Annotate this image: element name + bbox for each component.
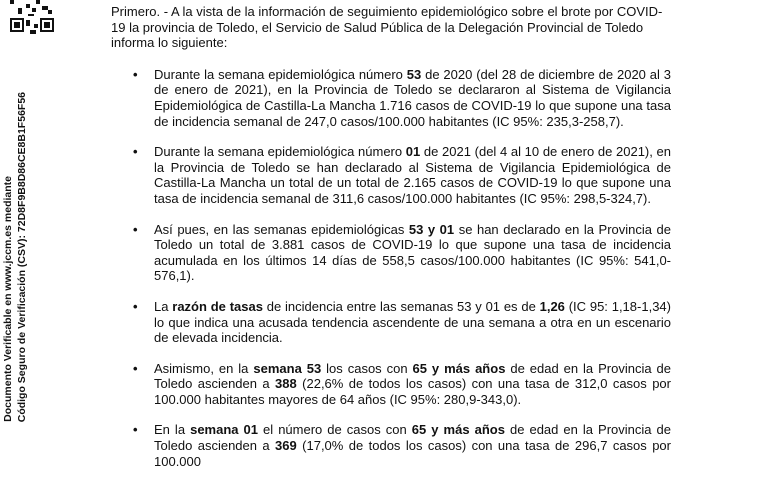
bullet-item	[111, 361, 671, 408]
bold-fragment: 1,26	[539, 298, 565, 314]
text-fragment: de incidencia entre las semanas 53 y 01 es de	[262, 298, 540, 314]
text-fragment: los casos con	[321, 360, 413, 376]
text-fragment: se han declarado en la Provincia de Toledo un total de 3.881 casos de COVID-19 lo que supone una tasa de incidencia acumulada en los últimos 14 días de 558,5 casos/100.000 habitantes (IC 95%: 541,0-576,1).	[154, 221, 671, 284]
bold-fragment: 53	[406, 66, 422, 82]
text-fragment: (22,6% de todos los casos) con una tasa de 312,0 casos por 100.000 habitantes mayores de 64 años (IC 95%: 280,9-343,0).	[154, 376, 671, 407]
bold-fragment: semana 01	[190, 422, 259, 438]
text-fragment: Durante la semana epidemiológica número	[154, 66, 407, 82]
text-fragment: de edad en la Provincia de Toledo ascienden a	[154, 360, 671, 392]
intro-paragraph: Primero. - A la vista de la información de seguimiento epidemiológico sobre el brote por COVID-19 la provincia de Toledo, el Servicio de Salud Pública de la Delegación Provincial de Toledo informa lo siguiente:	[111, 4, 663, 51]
bullet-item	[111, 299, 671, 346]
bold-fragment: 388	[275, 376, 297, 392]
text-fragment: Así pues, en las semanas epidemiológicas	[154, 221, 409, 237]
text-fragment: de edad en la Provincia de Toledo ascienden a	[154, 422, 672, 454]
bold-fragment: 65 y más años	[412, 360, 506, 376]
text-fragment: Durante la semana epidemiológica número	[154, 144, 406, 160]
bullet-item	[111, 67, 671, 129]
bold-fragment: 01	[405, 144, 421, 160]
verification-line-2: Código Seguro de Verificación (CSV): 72D8F9B8D86CE8B1F56F56	[16, 91, 28, 422]
verification-sidebar	[0, 0, 60, 424]
bullet-item	[111, 422, 671, 469]
text-fragment: La	[154, 298, 173, 314]
bold-fragment: semana 53	[253, 360, 322, 376]
bold-fragment: 53 y 01	[408, 221, 455, 237]
bold-fragment: 65 y más años	[411, 422, 505, 438]
text-fragment: el número de casos con	[258, 422, 412, 438]
verification-line-1: Documento Verificable en www.jccm.es mediante	[2, 176, 14, 422]
text-fragment: de 2020 (del 28 de diciembre de 2020 al 3 de enero de 2021), en la Provincia de Toledo se declararon al Sistema de Vigilancia Epidemiológica de Castilla-La Mancha 1.716 casos de COVID-19 lo que supone una tasa de incidencia semanal de 247,0 casos/100.000 habitantes (IC 95%: 235,3-258,7).	[154, 66, 671, 129]
text-fragment: (17,0% de todos los casos) con una tasa de 296,7 casos por 100.000	[154, 438, 671, 469]
document-body	[111, 0, 671, 484]
text-fragment: (IC 95: 1,18-1,34) lo que indica una acusada tendencia ascendente de una semana a otra en un escenario de elevada incidencia.	[154, 298, 671, 346]
text-fragment: En la	[154, 422, 191, 438]
bullet-list	[111, 67, 671, 469]
text-fragment: de 2021 (del 4 al 10 de enero de 2021), en la Provincia de Toledo se han declarado al Sistema de Vigilancia Epidemiológica de Castilla-La Mancha un total de un total de 2.165 casos de COVID-19 lo que supone una tasa de incidencia semanal de 311,6 casos/100.000 habitantes (IC 95%: 298,5-324,7).	[154, 144, 671, 206]
text-fragment: Asimismo, en la	[154, 360, 254, 376]
bold-fragment: 369	[275, 438, 297, 454]
bullet-item	[111, 144, 671, 206]
bold-fragment: razón de tasas	[172, 298, 263, 314]
bullet-item	[111, 222, 671, 284]
